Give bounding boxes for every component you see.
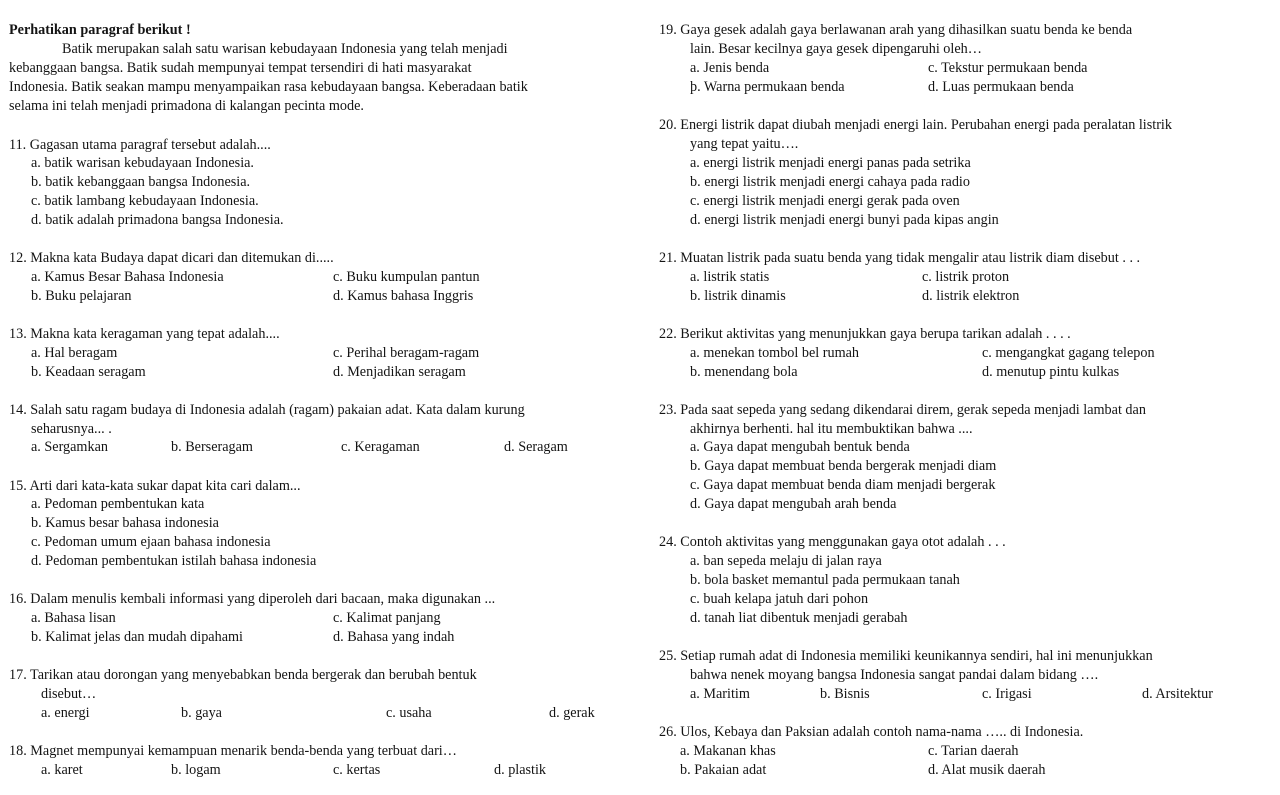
option-25a: a. Maritim — [690, 686, 750, 702]
option-15a: a. Pedoman pembentukan kata — [31, 496, 205, 512]
question-21: 21. Muatan listrik pada suatu benda yang tidak mengalir atau listrik diam disebut . . . — [659, 250, 1141, 266]
option-11c: c. batik lambang kebudayaan Indonesia. — [31, 193, 259, 209]
question-20: 20. Energi listrik dapat diubah menjadi energi lain. Perubahan energi pada peralatan listrik — [659, 117, 1172, 133]
passage-line: kebanggaan bangsa. Batik sudah mempunyai tempat tersendiri di hati masyarakat — [9, 60, 472, 76]
option-16a: a. Bahasa lisan — [31, 610, 116, 626]
question-15: 15. Arti dari kata-kata sukar dapat kita cari dalam... — [9, 478, 301, 494]
option-25d: d. Arsitektur — [1142, 686, 1213, 702]
option-12a: a. Kamus Besar Bahasa Indonesia — [31, 269, 224, 285]
question-23-continuation: akhirnya berhenti. hal itu membuktikan bahwa .... — [690, 421, 973, 437]
option-14b: b. Berseragam — [171, 439, 253, 455]
option-15c: c. Pedoman umum ejaan bahasa indonesia — [31, 534, 271, 550]
option-18b: b. logam — [171, 762, 221, 778]
question-12: 12. Makna kata Budaya dapat dicari dan ditemukan di..... — [9, 250, 334, 266]
option-14d: d. Seragam — [504, 439, 568, 455]
option-12c: c. Buku kumpulan pantun — [333, 269, 480, 285]
option-13b: b. Keadaan seragam — [31, 364, 146, 380]
option-21b: b. listrik dinamis — [690, 288, 786, 304]
option-15b: b. Kamus besar bahasa indonesia — [31, 515, 219, 531]
option-22b: b. menendang bola — [690, 364, 798, 380]
question-26: 26. Ulos, Kebaya dan Paksian adalah contoh nama-nama ….. di Indonesia. — [659, 724, 1084, 740]
question-23: 23. Pada saat sepeda yang sedang dikendarai direm, gerak sepeda menjadi lambat dan — [659, 402, 1146, 418]
option-21c: c. listrik proton — [922, 269, 1010, 285]
option-16d: d. Bahasa yang indah — [333, 629, 455, 645]
option-25b: b. Bisnis — [820, 686, 870, 702]
option-26c: c. Tarian daerah — [928, 743, 1019, 759]
question-18: 18. Magnet mempunyai kemampuan menarik benda-benda yang terbuat dari… — [9, 743, 457, 759]
option-26b: b. Pakaian adat — [680, 762, 767, 778]
option-21d: d. listrik elektron — [922, 288, 1020, 304]
question-19: 19. Gaya gesek adalah gaya berlawanan arah yang dihasilkan suatu benda ke benda — [659, 22, 1133, 38]
option-24a: a. ban sepeda melaju di jalan raya — [690, 553, 882, 569]
option-13d: d. Menjadikan seragam — [333, 364, 466, 380]
option-14c: c. Keragaman — [341, 439, 420, 455]
option-14a: a. Sergamkan — [31, 439, 108, 455]
option-18d: d. plastik — [494, 762, 547, 778]
option-26a: a. Makanan khas — [680, 743, 776, 759]
option-19d: d. Luas permukaan benda — [928, 79, 1074, 95]
option-11b: b. batik kebanggaan bangsa Indonesia. — [31, 174, 251, 190]
option-25c: c. Irigasi — [982, 686, 1032, 702]
question-24: 24. Contoh aktivitas yang menggunakan gaya otot adalah . . . — [659, 534, 1006, 550]
question-17: 17. Tarikan atau dorongan yang menyebabkan benda bergerak dan berubah bentuk — [9, 667, 477, 683]
option-23c: c. Gaya dapat membuat benda diam menjadi bergerak — [690, 477, 996, 493]
question-14-continuation: seharusnya... . — [31, 421, 112, 437]
option-23a: a. Gaya dapat mengubah bentuk benda — [690, 439, 910, 455]
question-22: 22. Berikut aktivitas yang menunjukkan gaya berupa tarikan adalah . . . . — [659, 326, 1071, 342]
option-22c: c. mengangkat gagang telepon — [982, 345, 1155, 361]
question-25: 25. Setiap rumah adat di Indonesia memiliki keunikannya sendiri, hal ini menunjukkan — [659, 648, 1153, 664]
option-19b: þ. Warna permukaan benda — [690, 79, 845, 95]
option-17a: a. energi — [41, 705, 90, 721]
option-12b: b. Buku pelajaran — [31, 288, 132, 304]
option-20a: a. energi listrik menjadi energi panas pada setrika — [690, 155, 971, 171]
option-19a: a. Jenis benda — [690, 60, 770, 76]
question-19-continuation: lain. Besar kecilnya gaya gesek dipengaruhi oleh… — [690, 41, 982, 57]
option-20d: d. energi listrik menjadi energi bunyi pada kipas angin — [690, 212, 999, 228]
option-20b: b. energi listrik menjadi energi cahaya pada radio — [690, 174, 970, 190]
option-15d: d. Pedoman pembentukan istilah bahasa indonesia — [31, 553, 317, 569]
option-19c: c. Tekstur permukaan benda — [928, 60, 1088, 76]
option-24d: d. tanah liat dibentuk menjadi gerabah — [690, 610, 908, 626]
option-11a: a. batik warisan kebudayaan Indonesia. — [31, 155, 254, 171]
option-13a: a. Hal beragam — [31, 345, 118, 361]
option-26d: d. Alat musik daerah — [928, 762, 1046, 778]
option-23d: d. Gaya dapat mengubah arah benda — [690, 496, 897, 512]
option-24b: b. bola basket memantul pada permukaan tanah — [690, 572, 960, 588]
question-16: 16. Dalam menulis kembali informasi yang diperoleh dari bacaan, maka digunakan ... — [9, 591, 496, 607]
question-14: 14. Salah satu ragam budaya di Indonesia adalah (ragam) pakaian adat. Kata dalam kurung — [9, 402, 525, 418]
option-17b: b. gaya — [181, 705, 222, 721]
option-13c: c. Perihal beragam-ragam — [333, 345, 480, 361]
option-21a: a. listrik statis — [690, 269, 770, 285]
option-23b: b. Gaya dapat membuat benda bergerak menjadi diam — [690, 458, 997, 474]
option-12d: d. Kamus bahasa Inggris — [333, 288, 474, 304]
question-17-continuation: disebut… — [41, 686, 97, 702]
option-16c: c. Kalimat panjang — [333, 610, 441, 626]
option-22a: a. menekan tombol bel rumah — [690, 345, 860, 361]
question-11: 11. Gagasan utama paragraf tersebut adalah.... — [9, 137, 271, 153]
question-20-continuation: yang tepat yaitu…. — [690, 136, 799, 152]
option-17d: d. gerak — [549, 705, 595, 721]
option-16b: b. Kalimat jelas dan mudah dipahami — [31, 629, 243, 645]
question-25-continuation: bahwa nenek moyang bangsa Indonesia sangat pandai dalam bidang …. — [690, 667, 1099, 683]
option-11d: d. batik adalah primadona bangsa Indonesia. — [31, 212, 284, 228]
option-18c: c. kertas — [333, 762, 381, 778]
passage-heading: Perhatikan paragraf berikut ! — [9, 22, 191, 38]
passage-line: selama ini telah menjadi primadona di kalangan pecinta mode. — [9, 98, 364, 114]
option-17c: c. usaha — [386, 705, 432, 721]
question-13: 13. Makna kata keragaman yang tepat adalah.... — [9, 326, 280, 342]
passage-line: Batik merupakan salah satu warisan kebudayaan Indonesia yang telah menjadi — [62, 41, 508, 57]
option-22d: d. menutup pintu kulkas — [982, 364, 1120, 380]
option-18a: a. karet — [41, 762, 83, 778]
passage-line: Indonesia. Batik seakan mampu menyampaikan rasa kebudayaan bangsa. Keberadaan batik — [9, 79, 528, 95]
option-24c: c. buah kelapa jatuh dari pohon — [690, 591, 869, 607]
option-20c: c. energi listrik menjadi energi gerak pada oven — [690, 193, 960, 209]
